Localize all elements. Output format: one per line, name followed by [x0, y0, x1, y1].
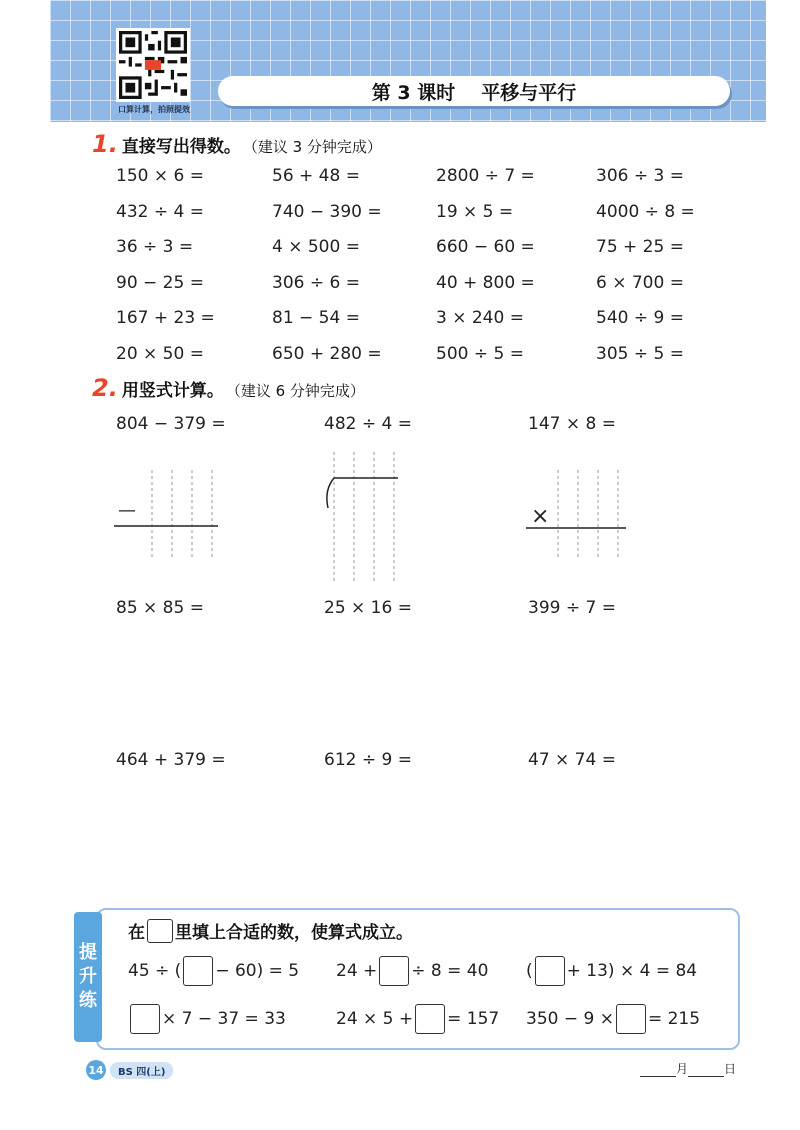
answer-box[interactable]: [535, 956, 565, 986]
footer-badge: [86, 1060, 173, 1080]
lesson-title-bar: [218, 76, 730, 106]
mental-math-question: 20 × 50 =: [116, 343, 204, 364]
mental-math-question: 660 − 60 =: [436, 237, 535, 257]
month-blank[interactable]: [640, 1063, 676, 1077]
lesson-topic: 平移与平行: [481, 81, 577, 104]
bonus-tab: [74, 912, 102, 1042]
mental-math-question: 432 ÷ 4 =: [116, 201, 204, 222]
mental-math-question: 90 − 25 =: [116, 272, 204, 293]
section1-heading: [92, 130, 382, 158]
section1-number: 1.: [92, 130, 118, 158]
vertical-calc-question: 612 ÷ 9 =: [324, 750, 412, 770]
answer-box[interactable]: [379, 956, 409, 986]
answer-box[interactable]: [415, 1004, 445, 1034]
bonus-question-3: [526, 956, 697, 986]
vertical-guide-division: [318, 448, 408, 588]
bonus-tab-char: 练: [79, 990, 97, 1011]
bonus-title-before: 在: [128, 923, 145, 943]
bonus-question-5: [336, 1004, 499, 1034]
bonus-title-after: 里填上合适的数，使算式成立。: [175, 923, 413, 943]
section2-number: 2.: [92, 374, 118, 402]
section1-title: 直接写出得数。: [121, 137, 241, 157]
qr-code[interactable]: [116, 28, 190, 102]
section1-note: （建议 3 分钟完成）: [242, 138, 382, 156]
section2-heading: [92, 374, 365, 402]
mental-math-question: 6 × 700 =: [596, 272, 684, 293]
answer-box-sample: [147, 919, 173, 943]
bonus-title: [128, 918, 413, 943]
bonus-q6-part-b: = 215: [647, 1009, 701, 1029]
qr-code-icon: [119, 31, 187, 99]
vertical-calc-question: 47 × 74 =: [528, 750, 616, 770]
mental-math-question: 500 ÷ 5 =: [436, 343, 524, 364]
mental-math-question: 56 + 48 =: [272, 166, 360, 186]
mental-math-question: 4000 ÷ 8 =: [596, 201, 695, 222]
vertical-calc-question: 85 × 85 =: [116, 598, 204, 618]
bonus-question-2: [336, 956, 488, 986]
answer-box[interactable]: [130, 1004, 160, 1034]
bonus-question-4: [128, 1004, 286, 1034]
mental-math-question: 306 ÷ 6 =: [272, 272, 360, 293]
minus-sign: —: [118, 500, 136, 521]
bonus-q6-part-a: 350 − 9 ×: [526, 1009, 614, 1029]
mental-math-question: 167 + 23 =: [116, 308, 215, 328]
mental-math-question: 650 + 280 =: [272, 343, 382, 364]
mental-math-question: 36 ÷ 3 =: [116, 237, 194, 257]
bonus-tab-char: 升: [79, 966, 97, 987]
bonus-q5-part-a: 24 × 5 +: [336, 1009, 414, 1029]
bonus-q1-part-b: − 60) = 5: [215, 961, 300, 981]
bonus-question-6: [526, 1004, 700, 1034]
bonus-q2-part-b: ÷ 8 = 40: [411, 961, 489, 981]
times-sign: ×: [531, 504, 550, 529]
page-number: 14: [86, 1060, 106, 1080]
bonus-q5-part-b: = 157: [447, 1009, 500, 1029]
qr-caption: 口算计算，拍照提效: [118, 105, 190, 114]
mental-math-question: 740 − 390 =: [272, 201, 382, 222]
bonus-q3-part-b: + 13) × 4 = 84: [566, 961, 698, 981]
mental-math-question: 150 × 6 =: [116, 166, 204, 186]
bonus-q3-part-a: (: [526, 961, 533, 981]
vertical-calc-question: 804 − 379 =: [116, 414, 226, 434]
mental-math-question: 3 × 240 =: [436, 308, 524, 328]
mental-math-question: 75 + 25 =: [596, 237, 684, 257]
answer-box[interactable]: [183, 956, 213, 986]
bonus-q1-part-a: 45 ÷ (: [128, 961, 182, 981]
mental-math-question: 81 − 54 =: [272, 308, 360, 328]
date-line: [640, 1060, 736, 1077]
vertical-calc-question: 482 ÷ 4 =: [324, 414, 412, 434]
vertical-calc-question: 464 + 379 =: [116, 750, 226, 770]
vertical-calc-question: 147 × 8 =: [528, 414, 616, 434]
bonus-q2-part-a: 24 +: [336, 961, 378, 981]
mental-math-question: 540 ÷ 9 =: [596, 308, 684, 328]
section2-note: （建议 6 分钟完成）: [225, 382, 365, 400]
answer-box[interactable]: [616, 1004, 646, 1034]
section2-title: 用竖式计算。: [121, 381, 224, 401]
mental-math-question: 40 + 800 =: [436, 272, 535, 293]
grade-label: BS 四(上): [110, 1062, 173, 1079]
mental-math-question: 305 ÷ 5 =: [596, 343, 684, 364]
bonus-tab-char: 提: [79, 942, 97, 963]
bonus-question-1: [128, 956, 299, 986]
mental-math-question: 19 × 5 =: [436, 201, 514, 222]
vertical-calc-question: 25 × 16 =: [324, 598, 412, 618]
mental-math-question: 4 × 500 =: [272, 237, 360, 257]
lesson-number: 第 3 课时: [371, 81, 456, 104]
bonus-q4-part-b: × 7 − 37 = 33: [162, 1009, 286, 1029]
vertical-calc-question: 399 ÷ 7 =: [528, 598, 616, 618]
mental-math-question: 2800 ÷ 7 =: [436, 166, 535, 186]
month-label: 月: [676, 1062, 689, 1076]
day-blank[interactable]: [688, 1063, 724, 1077]
mental-math-question: 306 ÷ 3 =: [596, 166, 684, 186]
day-label: 日: [724, 1062, 737, 1076]
